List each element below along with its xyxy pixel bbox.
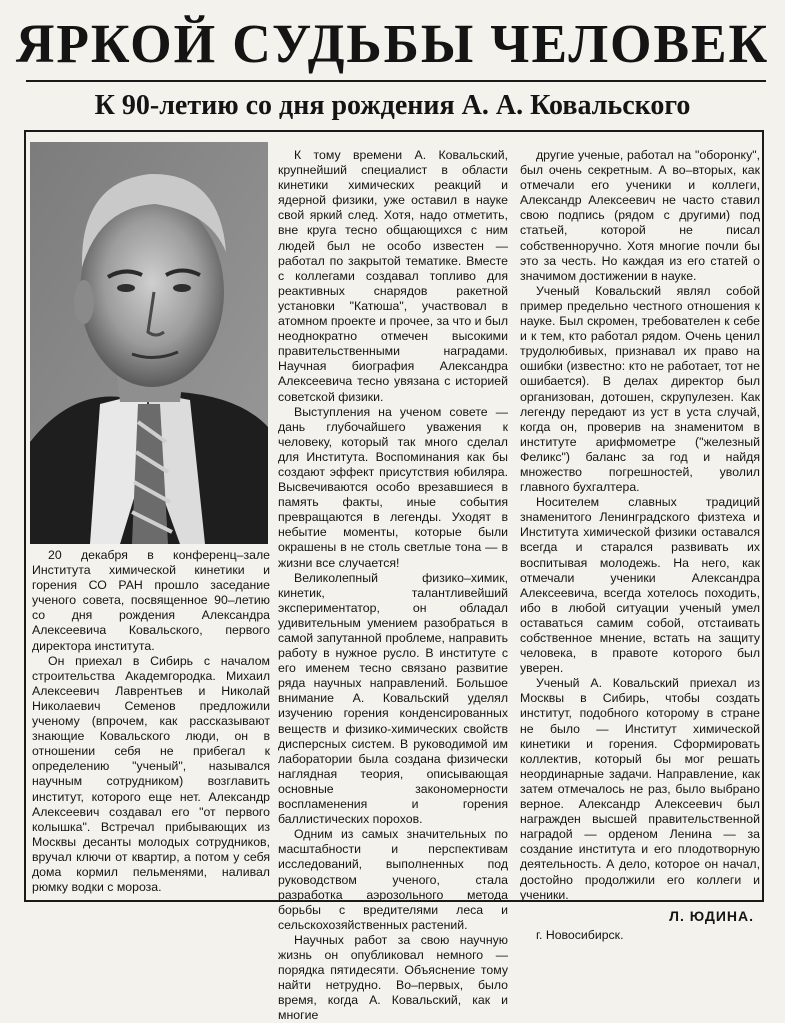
column-2 — [278, 148, 508, 1023]
paragraph: Одним из самых значительных по масштабности и перспективам исследований, выполненных под руководством ученого, стала разработка аэрозольного метода борьбы с вредителями леса и сельскохозяйственных растений. — [278, 827, 508, 932]
paragraph: Научных работ за свою научную жизнь он опубликовал немного — порядка пятидесяти. Объяснение тому найти нетрудно. Во–первых, было время, когда А. Ковальский, как и многие — [278, 932, 508, 1023]
article-subtitle: К 90-летию со дня рождения А. А. Ковальского — [94, 90, 691, 121]
paragraph: Ученый Ковальский являл собой пример предельно честного отношения к науке. Был скромен, требователен к себе и к тем, кто работал рядом. Очень ценил трудолюбивых, признавал их право на ошибки (известно: кто не работает, тот не ошибается). В делах директор был организован, дотошен, скрупулезен. Как легенду передают из уст в уста случай, когда он, проверив на знаменитом в институте арифмометре ("железный Феликс") баланс за год и найдя множество погрешностей, уволил главного бухгалтера. — [520, 283, 760, 495]
paragraph: Ученый А. Ковальский приехал из Москвы в Сибирь, чтобы создать институт, подобного которому в стране не было — Институт химической кинетики и горения. Сформировать коллектив, который бы мог решать неординарные задачи. Направление, как затем отмечалось не раз, было выбрано верное. Александр Алексеевич был награжден высшей правительственной наградой — орденом Ленина — за создание института и его плодотворную деятельность. А дело, которое он начал, достойно продолжили его коллеги и ученики. — [520, 676, 760, 902]
author-signature: Л. ЮДИНА. — [669, 907, 754, 924]
title-rule — [26, 80, 766, 82]
dateline-city: г. Новосибирск. — [536, 927, 624, 942]
column-3 — [520, 148, 760, 942]
paragraph: К тому времени А. Ковальский, крупнейший специалист в области кинетики химических реакций и ядерной физики, уже оставил в науке свой яркий след. Хотя, надо отметить, вне круга тесно общающихся с ним людей был не особо известен — работал по закрытой тематике. Вместе с коллегами создавал топливо для реактивных снарядов ракетной установки "Катюша", участвовал в атомном проекте и прочее, за что и был неоднократно отмечен высокими правительственными наградами. Научная биография Александра Алексеевича тесно увязана с историей советской физики. — [278, 148, 508, 404]
column-1 — [32, 548, 270, 900]
portrait-photo — [30, 142, 268, 544]
paragraph: Носителем славных традиций знаменитого Ленинградского физтеха и Института химической физики оставался всегда и старался развивать их воспитывая молодежь. На него, как отмечали ученики Александра Алексеевича, всегда хотелось походить, ибо в любой ситуации ученый умел оставаться самим собой, отстаивать собственное мнение, встать на защиту человека, в правоте которого был уверен. — [520, 495, 760, 676]
portrait-illustration — [30, 142, 268, 544]
paragraph: 20 декабря в конференц–зале Института химической кинетики и горения СО РАН прошло заседание ученого совета, посвященное 90–летию со дня рождения Александра Алексеевича Ковальского, первого директора института. — [32, 548, 270, 653]
article-title: ЯРКОЙ СУДЬБЫ ЧЕЛОВЕК — [15, 13, 770, 74]
paragraph: Он приехал в Сибирь с началом строительства Академгородка. Михаил Алексеевич Лаврентьев и Николай Николаевич Семенов предложили ученому (впрочем, как рассказывают знающие Ковальского люди, он в отношении себя не прибегал к определению "ученый", назывался научным сотрудником) возглавить институт, которого еще нет. Александр Алексеевич создавал его "от первого колышка". Встречал прибывающих из Москвы десанты молодых сотрудников, вручал ключи от квартир, а потом у себя дома кормил пельменями, наливал рюмку водки с мороза. — [32, 653, 270, 895]
paragraph: другие ученые, работал на "оборонку", был очень секретным. А во–вторых, как отмечали его ученики и коллеги, Александр Алексеевич не часто ставил свою подпись (рядом с другими) под статьей, которой не писал собственноручно. Хотя многие почли бы это за честь. Но каждая из его статей о значимом достижении в науке. — [520, 148, 760, 283]
paragraph: Выступления на ученом совете — дань глубочайшего уважения к человеку, который так много сделал для Института. Воспоминания как бы создают эффект присутствия юбиляра. Высвечиваются особо врезавшиеся в память факты, иные события превращаются в легенды. Уходят в небытие моменты, которые были окрашены в не столь светлые тона — в жизни все случается! — [278, 404, 508, 570]
paragraph: Великолепный физико–химик, кинетик, талантливейший экспериментатор, он обладал удивительным умением разобраться в самой запутанной проблеме, направить работу в нужное русло. В институте с его именем тесно связано развитие ряда научных направлений. Большое внимание А. Ковальский уделял изучению горения конденсированных веществ и физико-химических свойств дисперсных систем. В руководимой им лаборатории была создана физически наглядная теория, описывающая основные закономерности воспламенения и горения баллистических порохов. — [278, 570, 508, 827]
